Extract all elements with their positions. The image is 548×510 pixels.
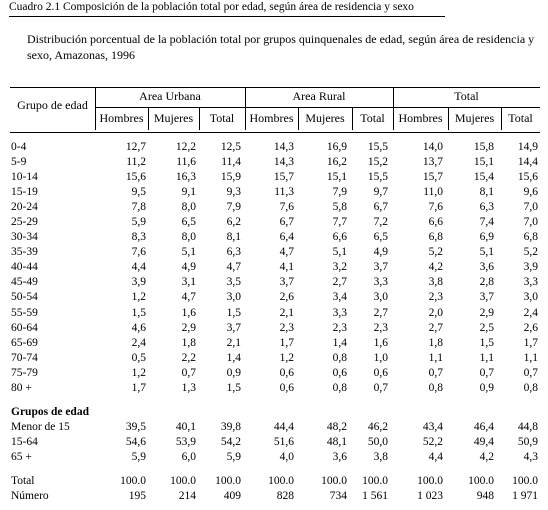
table-cell: 214 (178, 490, 196, 503)
table-cell: 7,6 (131, 246, 146, 259)
table-cell: 2,3 (332, 321, 347, 334)
table-cell: 15,4 (473, 171, 494, 184)
header-grupo-edad: Grupo de edad (17, 98, 88, 112)
table-cell: 11,2 (126, 156, 146, 169)
table-cell: 2,1 (279, 306, 294, 319)
table-cell: 1,0 (373, 351, 388, 364)
table-cell: 7,4 (479, 216, 494, 229)
table-cell: 1,2 (279, 351, 294, 364)
table-cell: 7,9 (226, 201, 241, 214)
table-cell: 51,6 (273, 435, 294, 448)
table-cell: 5,2 (428, 246, 443, 259)
table-cell: 15,1 (326, 171, 347, 184)
table-cell: 16,9 (326, 141, 347, 153)
table-cell: 4,9 (373, 246, 388, 259)
table-cell: 3,6 (479, 261, 494, 274)
table-cell: 1 561 (362, 490, 388, 503)
table-cell: 1,6 (181, 306, 196, 319)
row-label: 70-74 (11, 351, 38, 364)
table-cell: 43,4 (422, 420, 443, 433)
table-cell: 4,7 (279, 246, 294, 259)
table-cell: 0,7 (373, 381, 388, 394)
table-cell: 5,9 (226, 450, 241, 463)
table-cell: 14,3 (273, 141, 294, 153)
table-cell: 828 (276, 490, 294, 503)
header-subdivider (95, 107, 540, 108)
table-cell: 0,7 (479, 366, 494, 379)
table-cell: 15,9 (220, 171, 241, 184)
table-cell: 1,3 (181, 381, 196, 394)
table-title: Cuadro 2.1 Composición de la población total por edad, según área de residencia y sexo (9, 1, 414, 13)
table-cell: 100.0 (468, 474, 494, 487)
row-spacer (0, 396, 548, 405)
table-cell: 6,8 (523, 231, 538, 244)
table-cell: 4,0 (279, 450, 294, 463)
table-cell: 2,6 (523, 321, 538, 334)
table-cell: 734 (329, 490, 347, 503)
table-cell: 0,7 (181, 366, 196, 379)
table-row (0, 381, 548, 396)
table-cell: 1,5 (226, 381, 241, 394)
table-cell: 100.0 (120, 474, 146, 487)
table-cell: 3,5 (226, 276, 241, 289)
table-cell: 5,8 (332, 201, 347, 214)
table-cell: 0,9 (479, 381, 494, 394)
header-sub: Hombres (99, 111, 144, 125)
table-cell: 0,6 (279, 366, 294, 379)
row-label: 0-4 (11, 141, 27, 153)
table-cell: 15,6 (517, 171, 538, 184)
table-cell: 46,4 (473, 420, 494, 433)
row-label: Total (11, 474, 35, 487)
row-label: 65 + (11, 450, 32, 463)
header-sub: Mujeres (305, 111, 345, 125)
table-row (0, 245, 548, 260)
table-cell: 4,4 (131, 261, 146, 274)
table-cell: 195 (128, 490, 146, 503)
row-label: 55-59 (11, 306, 38, 319)
table-cell: 7,8 (131, 201, 146, 214)
table-cell: 6,4 (279, 231, 294, 244)
table-cell: 1,8 (181, 336, 196, 349)
table-cell: 15,7 (273, 171, 294, 184)
row-label: 5-9 (11, 156, 27, 169)
table-cell: 12,7 (125, 141, 146, 153)
table-row (0, 351, 548, 366)
table-cell: 1,2 (131, 291, 146, 304)
table-cell: 5,1 (479, 246, 494, 259)
table-cell: 2,6 (279, 291, 294, 304)
table-cell: 100.0 (417, 474, 443, 487)
table-cell: 14,3 (273, 156, 294, 169)
table-cell: 0,7 (523, 366, 538, 379)
table-cell: 3,6 (332, 450, 347, 463)
table-row (0, 435, 548, 450)
table-cell: 3,9 (131, 276, 146, 289)
table-cell: 9,1 (181, 186, 196, 199)
table-cell: 1,1 (523, 351, 538, 364)
table-row (0, 420, 548, 435)
table-cell: 1,5 (131, 306, 146, 319)
table-cell: 6,7 (279, 216, 294, 229)
row-label: Número (11, 490, 49, 503)
table-row (0, 290, 548, 305)
table-cell: 11,6 (176, 156, 196, 169)
table-cell: 1,1 (479, 351, 494, 364)
table-cell: 15,1 (473, 156, 494, 169)
table-cell: 100.0 (321, 474, 347, 487)
table-cell: 100.0 (512, 474, 538, 487)
table-cell: 2,0 (428, 306, 443, 319)
table-cell: 1,2 (131, 366, 146, 379)
table-cell: 11,4 (221, 156, 241, 169)
table-cell: 46,2 (367, 420, 388, 433)
table-cell: 6,6 (332, 231, 347, 244)
table-cell: 16,3 (175, 171, 196, 184)
header-sub: Hombres (249, 111, 294, 125)
table-cell: 11,0 (423, 186, 443, 199)
table-cell: 0,9 (226, 366, 241, 379)
row-label: 60-64 (11, 321, 38, 334)
table-cell: 0,6 (279, 381, 294, 394)
header-sub: Hombres (398, 111, 443, 125)
table-cell: 8,0 (181, 201, 196, 214)
table-cell: 50,0 (367, 435, 388, 448)
row-label: 10-14 (11, 171, 38, 184)
table-cell: 0,5 (131, 351, 146, 364)
row-label: 30-34 (11, 231, 38, 244)
table-cell: 13,7 (422, 156, 443, 169)
table-cell: 5,1 (332, 246, 347, 259)
row-label: 75-79 (11, 366, 38, 379)
table-cell: 9,7 (373, 186, 388, 199)
header-sub: Mujeres (153, 111, 194, 125)
table-cell: 0,8 (428, 381, 443, 394)
table-row (0, 155, 548, 170)
table-cell: 9,3 (226, 186, 241, 199)
section-heading: Grupos de edad (11, 405, 89, 418)
table-cell: 8,0 (181, 231, 196, 244)
header-area-urbana: Area Urbana (139, 89, 201, 103)
table-cell: 7,9 (332, 186, 347, 199)
header-area-rural: Area Rural (292, 89, 346, 103)
table-cell: 40,1 (175, 420, 196, 433)
table-cell: 8,1 (226, 231, 241, 244)
table-cell: 4,4 (428, 450, 443, 463)
table-cell: 1,5 (479, 336, 494, 349)
table-cell: 3,8 (428, 276, 443, 289)
table-cell: 100.0 (170, 474, 196, 487)
table-cell: 1 023 (417, 490, 443, 503)
table-cell: 3,8 (373, 450, 388, 463)
table-cell: 5,9 (131, 216, 146, 229)
table-row (0, 306, 548, 321)
row-label: 35-39 (11, 246, 38, 259)
header-sub: Mujeres (454, 111, 495, 125)
table-cell: 3,3 (523, 276, 538, 289)
table-cell: 948 (476, 490, 494, 503)
row-label: Menor de 15 (11, 420, 70, 433)
table-cell: 4,2 (479, 450, 494, 463)
header-sub: Total (508, 111, 533, 125)
row-label: 65-69 (11, 336, 38, 349)
table-cell: 2,5 (479, 321, 494, 334)
table-cell: 7,6 (279, 201, 294, 214)
table-cell: 0,8 (332, 351, 347, 364)
table-cell: 7,7 (332, 216, 347, 229)
table-row (0, 140, 548, 155)
table-cell: 100.0 (268, 474, 294, 487)
table-cell: 2,9 (479, 306, 494, 319)
table-cell: 1,7 (131, 381, 146, 394)
table-cell: 15,5 (367, 171, 388, 184)
table-cell: 6,7 (373, 201, 388, 214)
table-cell: 6,5 (373, 231, 388, 244)
table-cell: 4,3 (523, 450, 538, 463)
table-cell: 48,2 (326, 420, 347, 433)
table-cell: 16,2 (326, 156, 347, 169)
table-cell: 48,1 (326, 435, 347, 448)
table-cell: 39,5 (125, 420, 146, 433)
table-body (0, 140, 548, 504)
table-cell: 50,9 (517, 435, 538, 448)
table-cell: 49,4 (473, 435, 494, 448)
table-cell: 2,9 (181, 321, 196, 334)
table-cell: 1,7 (523, 336, 538, 349)
title-underline (9, 16, 445, 17)
table-cell: 5,1 (181, 246, 196, 259)
table-cell: 4,9 (181, 261, 196, 274)
table-cell: 100.0 (362, 474, 388, 487)
table-cell: 54,2 (220, 435, 241, 448)
table-cell: 12,2 (175, 141, 196, 153)
table-cell: 3,3 (373, 276, 388, 289)
table-cell: 2,4 (523, 306, 538, 319)
row-spacer (0, 465, 548, 474)
header-sub: Total (360, 111, 385, 125)
table-cell: 3,4 (332, 291, 347, 304)
table-cell: 7,6 (428, 201, 443, 214)
table-row (0, 450, 548, 465)
table-cell: 4,1 (279, 261, 294, 274)
row-label: 20-24 (11, 201, 38, 214)
table-cell: 15,5 (367, 141, 388, 153)
table-cell: 0,8 (523, 381, 538, 394)
table-cell: 14,4 (517, 156, 538, 169)
table-cell: 2,2 (181, 351, 196, 364)
table-cell: 44,8 (517, 420, 538, 433)
table-cell: 6,3 (479, 201, 494, 214)
table-cell: 1 971 (512, 490, 538, 503)
table-cell: 3,2 (332, 261, 347, 274)
table-cell: 0,8 (332, 381, 347, 394)
table-cell: 53,9 (175, 435, 196, 448)
table-cell: 9,5 (131, 186, 146, 199)
table-cell: 2,3 (373, 321, 388, 334)
table-cell: 15,6 (125, 171, 146, 184)
table-row (0, 275, 548, 290)
table-cell: 2,7 (428, 321, 443, 334)
table-cell: 4,7 (181, 291, 196, 304)
table-cell: 4,7 (226, 261, 241, 274)
table-cell: 12,5 (220, 141, 241, 153)
row-label: 15-19 (11, 186, 38, 199)
table-cell: 6,8 (428, 231, 443, 244)
section-heading-row (0, 405, 548, 420)
table-cell: 6,2 (226, 216, 241, 229)
row-label: 25-29 (11, 216, 38, 229)
table-cell: 14,0 (422, 141, 443, 153)
table-cell: 6,6 (428, 216, 443, 229)
table-cell: 3,9 (523, 261, 538, 274)
table-cell: 39,8 (220, 420, 241, 433)
table-cell: 7,0 (523, 201, 538, 214)
table-cell: 14,9 (517, 141, 538, 153)
table-cell: 3,3 (332, 306, 347, 319)
table-cell: 1,6 (373, 336, 388, 349)
table-cell: 44,4 (273, 420, 294, 433)
table-cell: 2,1 (226, 336, 241, 349)
table-cell: 2,7 (373, 306, 388, 319)
table-cell: 8,3 (131, 231, 146, 244)
table-cell: 2,3 (428, 291, 443, 304)
row-label: 80 + (11, 381, 32, 394)
table-cell: 5,9 (131, 450, 146, 463)
table-row (0, 321, 548, 336)
table-cell: 3,0 (523, 291, 538, 304)
table-cell: 2,8 (479, 276, 494, 289)
table-cell: 54,6 (125, 435, 146, 448)
table-row (0, 200, 548, 215)
table-cell: 52,2 (422, 435, 443, 448)
table-cell: 2,3 (279, 321, 294, 334)
table-row (0, 215, 548, 230)
table-cell: 6,0 (181, 450, 196, 463)
table-cell: 3,1 (181, 276, 196, 289)
table-row (0, 260, 548, 275)
table-row (0, 230, 548, 245)
table-cell: 1,4 (332, 336, 347, 349)
table-cell: 6,5 (181, 216, 196, 229)
table-cell: 2,7 (332, 276, 347, 289)
table-cell: 15,8 (473, 141, 494, 153)
table-cell: 11,3 (274, 186, 294, 199)
table-row (0, 170, 548, 185)
table-row (0, 489, 548, 504)
table-row (0, 185, 548, 200)
table-cell: 1,8 (428, 336, 443, 349)
table-cell: 3,7 (479, 291, 494, 304)
table-cell: 1,4 (226, 351, 241, 364)
table-cell: 7,2 (373, 216, 388, 229)
table-cell: 409 (223, 490, 241, 503)
table-cell: 15,7 (422, 171, 443, 184)
table-cell: 4,2 (428, 261, 443, 274)
row-label: 15-64 (11, 435, 38, 448)
table-cell: 7,0 (523, 216, 538, 229)
table-cell: 0,6 (332, 366, 347, 379)
table-cell: 3,7 (373, 261, 388, 274)
table-cell: 1,7 (279, 336, 294, 349)
row-label: 40-44 (11, 261, 38, 274)
table-row (0, 366, 548, 381)
header-total: Total (454, 89, 479, 103)
table-cell: 9,6 (523, 186, 538, 199)
header-sub: Total (209, 111, 235, 125)
table-cell: 2,4 (131, 336, 146, 349)
row-label: 50-54 (11, 291, 38, 304)
table-cell: 6,3 (226, 246, 241, 259)
table-row (0, 474, 548, 489)
table-cell: 3,0 (373, 291, 388, 304)
table-cell: 5,2 (523, 246, 538, 259)
table-cell: 3,7 (279, 276, 294, 289)
table-cell: 3,0 (226, 291, 241, 304)
table-cell: 6,9 (479, 231, 494, 244)
table-cell: 0,7 (428, 366, 443, 379)
table-cell: 1,1 (428, 351, 443, 364)
table-cell: 4,6 (131, 321, 146, 334)
table-cell: 8,1 (479, 186, 494, 199)
table-subtitle: Distribución porcentual de la población total por grupos quinquenales de edad, según área de residencia y sexo, Amazonas, 1996 (27, 32, 535, 62)
table-cell: 3,7 (226, 321, 241, 334)
table-cell: 0,6 (373, 366, 388, 379)
row-label: 45-49 (11, 276, 38, 289)
table-cell: 1,5 (226, 306, 241, 319)
table-cell: 15,2 (367, 156, 388, 169)
table-row (0, 336, 548, 351)
table-cell: 100.0 (215, 474, 241, 487)
